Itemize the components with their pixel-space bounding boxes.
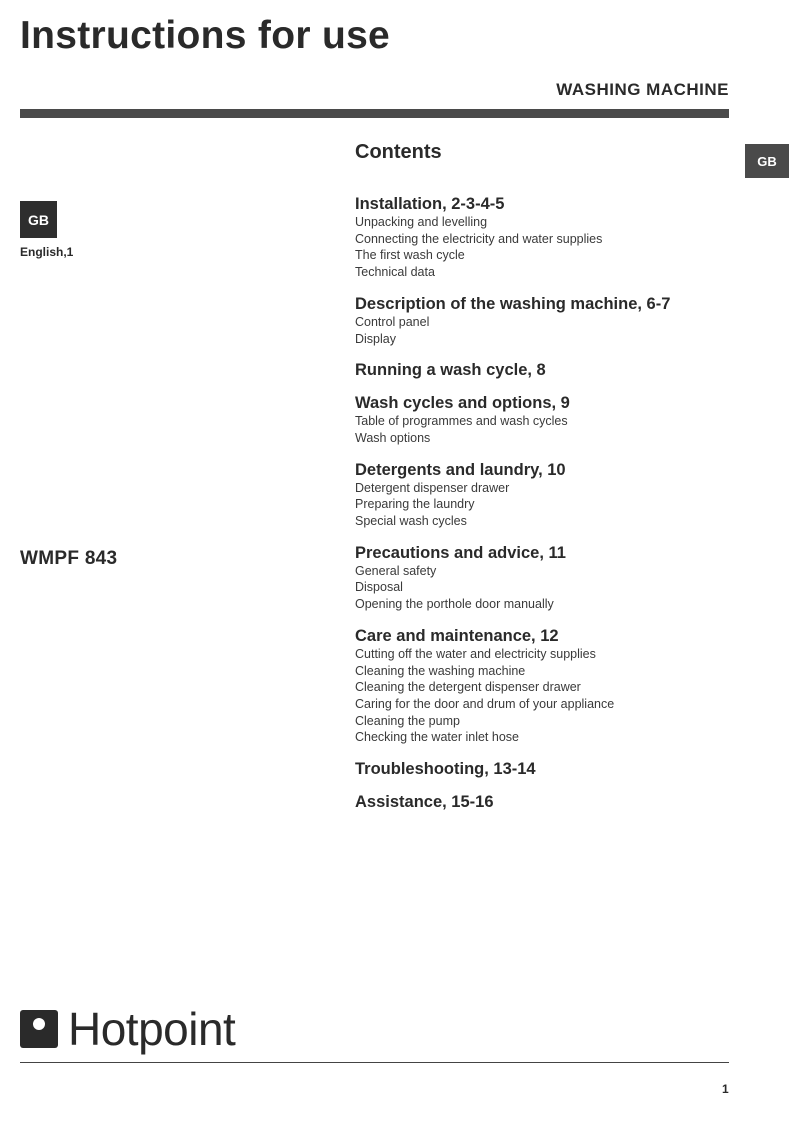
- section-item: Cleaning the detergent dispenser drawer: [355, 680, 581, 695]
- model-number: WMPF 843: [20, 548, 118, 569]
- contents-heading: Contents: [355, 141, 442, 163]
- brand-name: Hotpoint: [68, 1003, 236, 1055]
- section-item: Connecting the electricity and water supplies: [355, 231, 603, 246]
- section-title: Running a wash cycle, 8: [355, 361, 546, 380]
- contents-section: [355, 294, 735, 347]
- section-item: Cleaning the pump: [355, 713, 460, 728]
- contents-section: [355, 393, 735, 446]
- page-number: 1: [722, 1082, 729, 1096]
- section-item: Detergent dispenser drawer: [355, 480, 510, 495]
- contents-section: [355, 460, 735, 530]
- contents-section: [355, 792, 735, 812]
- section-title: Troubleshooting, 13-14: [355, 760, 536, 779]
- header-rule: [20, 109, 729, 118]
- section-item: Disposal: [355, 580, 403, 595]
- section-item: The first wash cycle: [355, 248, 465, 263]
- language-badge: GB: [20, 201, 57, 238]
- section-item: Special wash cycles: [355, 514, 467, 529]
- product-type: WASHING MACHINE: [556, 80, 729, 99]
- section-item: Display: [355, 331, 396, 346]
- hotpoint-logo-icon: [20, 1010, 58, 1048]
- section-item: Cutting off the water and electricity supplies: [355, 646, 596, 661]
- section-title: Installation, 2-3-4-5: [355, 195, 505, 213]
- section-item: Opening the porthole door manually: [355, 597, 554, 612]
- language-entry: English,1: [20, 245, 74, 259]
- section-title: Detergents and laundry, 10: [355, 460, 566, 479]
- section-item: Checking the water inlet hose: [355, 730, 519, 745]
- section-title: Description of the washing machine, 6-7: [355, 294, 671, 313]
- contents-section: [355, 759, 735, 779]
- section-item: Technical data: [355, 265, 435, 280]
- section-item: Cleaning the washing machine: [355, 663, 526, 678]
- section-title: Wash cycles and options, 9: [355, 394, 570, 413]
- contents-section: [355, 360, 735, 380]
- language-side-tab: GB: [745, 144, 789, 178]
- section-title: Assistance, 15-16: [355, 793, 494, 812]
- section-item: Unpacking and levelling: [355, 215, 488, 229]
- section-title: Care and maintenance, 12: [355, 626, 559, 645]
- contents-section: [355, 626, 735, 746]
- document-title: Instructions for use: [20, 14, 391, 57]
- section-item: Caring for the door and drum of your appliance: [355, 696, 615, 711]
- section-item: Preparing the laundry: [355, 497, 475, 512]
- table-of-contents: [355, 140, 735, 825]
- contents-section: [355, 543, 735, 613]
- contents-sections: [355, 194, 735, 812]
- footer-rule: [20, 1062, 729, 1063]
- section-item: General safety: [355, 563, 437, 578]
- contents-section: [355, 194, 735, 281]
- section-item: Table of programmes and wash cycles: [355, 414, 568, 429]
- section-item: Wash options: [355, 430, 431, 445]
- section-item: Control panel: [355, 314, 430, 329]
- section-title: Precautions and advice, 11: [355, 543, 566, 562]
- brand-logo: [20, 1003, 236, 1055]
